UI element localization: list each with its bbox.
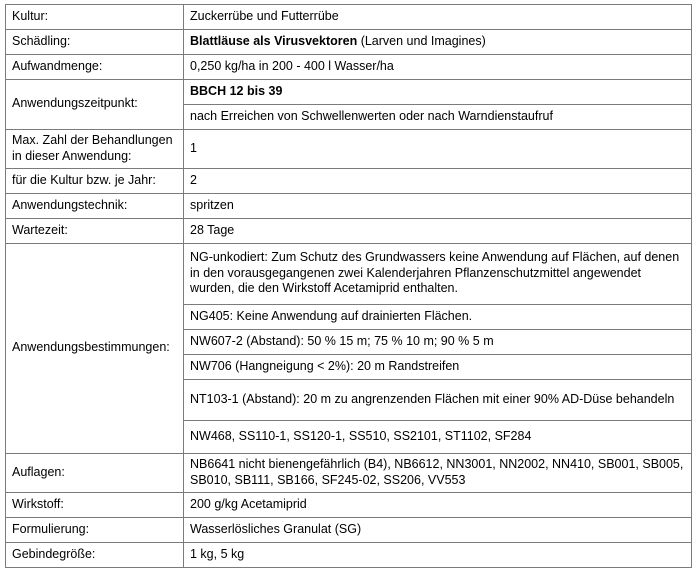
label-anwendungszeitpunkt: Anwendungszeitpunkt: bbox=[6, 80, 184, 130]
label-formulierung: Formulierung: bbox=[6, 518, 184, 543]
label-aufwandmenge: Aufwandmenge: bbox=[6, 55, 184, 80]
label-max-zahl-line1: Max. Zahl der Behandlungen bbox=[12, 133, 173, 147]
application-spec-table bbox=[5, 4, 692, 568]
table-row-wartezeit bbox=[6, 219, 692, 244]
label-wirkstoff: Wirkstoff: bbox=[6, 493, 184, 518]
value-anwendungsbestimmung: NW607-2 (Abstand): 50 % 15 m; 75 % 10 m; 90 % 5 m bbox=[184, 330, 692, 355]
label-je-jahr: für die Kultur bzw. je Jahr: bbox=[6, 169, 184, 194]
value-gebindegroesse: 1 kg, 5 kg bbox=[184, 543, 692, 568]
value-anwendungszeitpunkt-bbch bbox=[184, 80, 692, 105]
label-schaedling: Schädling: bbox=[6, 30, 184, 55]
value-bbch-range: 12 bis 39 bbox=[229, 83, 283, 98]
table-row-formulierung bbox=[6, 518, 692, 543]
table-row-max-zahl bbox=[6, 130, 692, 169]
value-kultur: Zuckerrübe und Futterrübe bbox=[184, 5, 692, 30]
value-anwendungstechnik: spritzen bbox=[184, 194, 692, 219]
table-row-bestimmung-1 bbox=[6, 244, 692, 305]
value-schaedling bbox=[184, 30, 692, 55]
value-schaedling-rest: (Larven und Imagines) bbox=[357, 33, 486, 48]
value-je-jahr: 2 bbox=[184, 169, 692, 194]
label-auflagen: Auflagen: bbox=[6, 454, 184, 493]
label-max-zahl bbox=[6, 130, 184, 169]
label-wartezeit: Wartezeit: bbox=[6, 219, 184, 244]
value-wirkstoff: 200 g/kg Acetamiprid bbox=[184, 493, 692, 518]
table-row-kultur bbox=[6, 5, 692, 30]
table-row-wirkstoff bbox=[6, 493, 692, 518]
value-schaedling-bold: Blattläuse als Virusvektoren bbox=[190, 33, 358, 48]
value-anwendungsbestimmung: NW706 (Hangneigung < 2%): 20 m Randstreifen bbox=[184, 355, 692, 380]
value-anwendungsbestimmung: NT103-1 (Abstand): 20 m zu angrenzenden Flächen mit einer 90% AD-Düse behandeln bbox=[184, 380, 692, 421]
label-gebindegroesse: Gebindegröße: bbox=[6, 543, 184, 568]
table-row-gebindegroesse bbox=[6, 543, 692, 568]
label-max-zahl-line2: in dieser Anwendung: bbox=[12, 148, 132, 163]
value-anwendungsbestimmung: NG405: Keine Anwendung auf drainierten Flächen. bbox=[184, 305, 692, 330]
value-bbch-prefix: BBCH bbox=[190, 83, 230, 98]
value-wartezeit: 28 Tage bbox=[184, 219, 692, 244]
table-row-aufwandmenge bbox=[6, 55, 692, 80]
table-row-anwendungstechnik bbox=[6, 194, 692, 219]
label-anwendungstechnik: Anwendungstechnik: bbox=[6, 194, 184, 219]
table-row-schaedling bbox=[6, 30, 692, 55]
table-row-auflagen bbox=[6, 454, 692, 493]
table-row-je-jahr bbox=[6, 169, 692, 194]
value-formulierung: Wasserlösliches Granulat (SG) bbox=[184, 518, 692, 543]
value-auflagen: NB6641 nicht bienengefährlich (B4), NB6612, NN3001, NN2002, NN410, SB001, SB005, SB010, SB111, SB166, SF245-02, SS206, VV553 bbox=[184, 454, 692, 493]
value-max-zahl: 1 bbox=[184, 130, 692, 169]
table-row-anwendungszeitpunkt-bbch bbox=[6, 80, 692, 105]
label-anwendungsbestimmungen: Anwendungsbestimmungen: bbox=[6, 244, 184, 454]
label-kultur: Kultur: bbox=[6, 5, 184, 30]
value-anwendungsbestimmung: NW468, SS110-1, SS120-1, SS510, SS2101, ST1102, SF284 bbox=[184, 421, 692, 454]
value-aufwandmenge: 0,250 kg/ha in 200 - 400 l Wasser/ha bbox=[184, 55, 692, 80]
value-anwendungsbestimmung: NG-unkodiert: Zum Schutz des Grundwassers keine Anwendung auf Flächen, auf denen in den vorausgegangenen zwei Kalenderjahren Pflanzenschutzmittel angewendet wurden, die den Wirkstoff Acetamiprid enthalten. bbox=[184, 244, 692, 305]
value-anwendungszeitpunkt-schwellenwerte: nach Erreichen von Schwellenwerten oder nach Warndienstaufruf bbox=[184, 105, 692, 130]
